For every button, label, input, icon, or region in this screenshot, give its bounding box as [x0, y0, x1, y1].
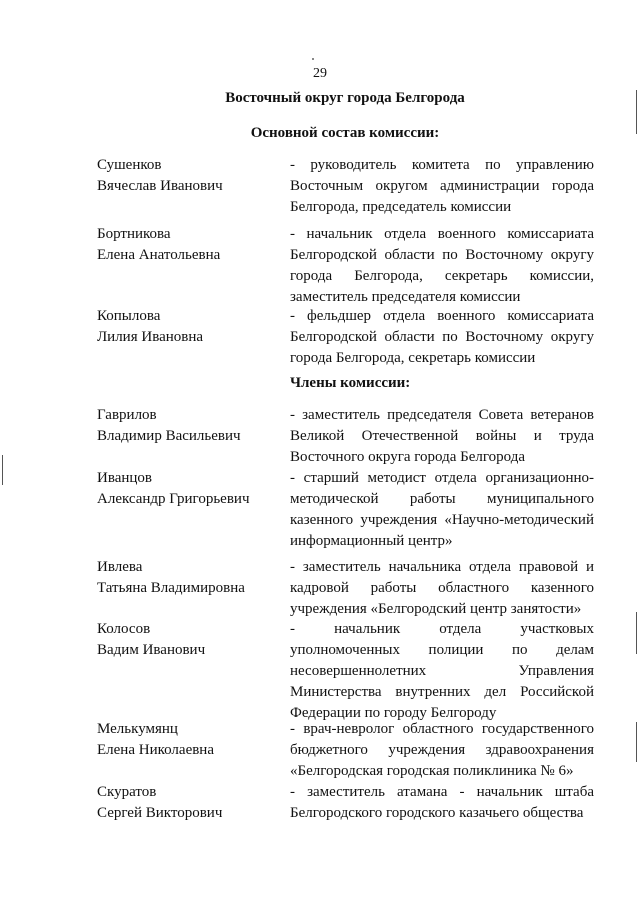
scan-edge-mark — [636, 612, 637, 654]
page-number: 29 — [313, 66, 327, 81]
member-name — [97, 557, 277, 599]
member-surname: Бортникова — [97, 226, 171, 242]
member-name — [97, 468, 277, 510]
scan-edge-mark — [636, 722, 637, 762]
member-given-names: Лилия Ивановна — [97, 329, 204, 345]
member-role: - врач-невролог областного государственного бюджетного учреждения здравоохранения «Белгородская городская поликлиника № 6» — [290, 721, 594, 779]
member-given-names: Татьяна Владимировна — [97, 580, 245, 596]
member-name — [97, 306, 277, 348]
member-role: - начальник отдела военного комиссариата Белгородской области по Восточному округу города Белгорода, секретарь комиссии, заместитель председателя комиссии — [290, 226, 594, 305]
member-surname: Сушенков — [97, 157, 162, 173]
member-role: - заместитель атамана - начальник штаба Белгородского городского казачьего общества — [290, 784, 594, 821]
member-role: - заместитель председателя Совета ветеранов Великой Отечественной войны и труда Восточного округа города Белгорода — [290, 407, 594, 465]
member-name — [97, 782, 277, 824]
member-given-names: Елена Николаевна — [97, 742, 214, 758]
member-given-names: Вячеслав Иванович — [97, 178, 223, 194]
member-role: - начальник отдела участковых уполномоченных полиции по делам несовершеннолетних Управления Министерства внутренних дел Российской Федерации по городу Белгороду — [290, 621, 594, 721]
member-name — [97, 405, 277, 447]
scan-edge-mark — [636, 90, 637, 134]
member-name — [97, 719, 277, 761]
member-surname: Иванцов — [97, 470, 153, 486]
member-role: - фельдшер отдела военного комиссариата Белгородской области по Восточному округу города Белгорода, секретарь комиссии — [290, 308, 594, 366]
member-given-names: Елена Анатольевна — [97, 247, 221, 263]
scan-edge-mark — [2, 455, 3, 485]
member-role: - заместитель начальника отдела правовой и кадровой работы областного казенного учреждения «Белгородский центр занятости» — [290, 559, 594, 617]
member-surname: Мелькумянц — [97, 721, 178, 737]
member-given-names: Александр Григорьевич — [97, 491, 250, 507]
members-section-heading: Члены комиссии: — [290, 375, 411, 391]
member-given-names: Вадим Иванович — [97, 642, 206, 658]
member-surname: Копылова — [97, 308, 161, 324]
member-name — [97, 155, 277, 197]
member-surname: Колосов — [97, 621, 151, 637]
member-name — [97, 619, 277, 661]
member-surname: Скуратов — [97, 784, 157, 800]
main-section-heading: Основной состав комиссии: — [250, 125, 440, 141]
page-title: Восточный округ города Белгорода — [225, 90, 465, 106]
member-role: - руководитель комитета по управлению Восточным округом администрации города Белгорода, председатель комиссии — [290, 157, 594, 215]
member-given-names: Владимир Васильевич — [97, 428, 241, 444]
member-surname: Гаврилов — [97, 407, 157, 423]
member-given-names: Сергей Викторович — [97, 805, 223, 821]
member-name — [97, 224, 277, 266]
member-surname: Ивлева — [97, 559, 143, 575]
scan-speck — [312, 58, 314, 60]
member-role: - старший методист отдела организационно-методической работы муниципального казенного учреждения «Научно-методический информационный центр» — [290, 470, 594, 549]
